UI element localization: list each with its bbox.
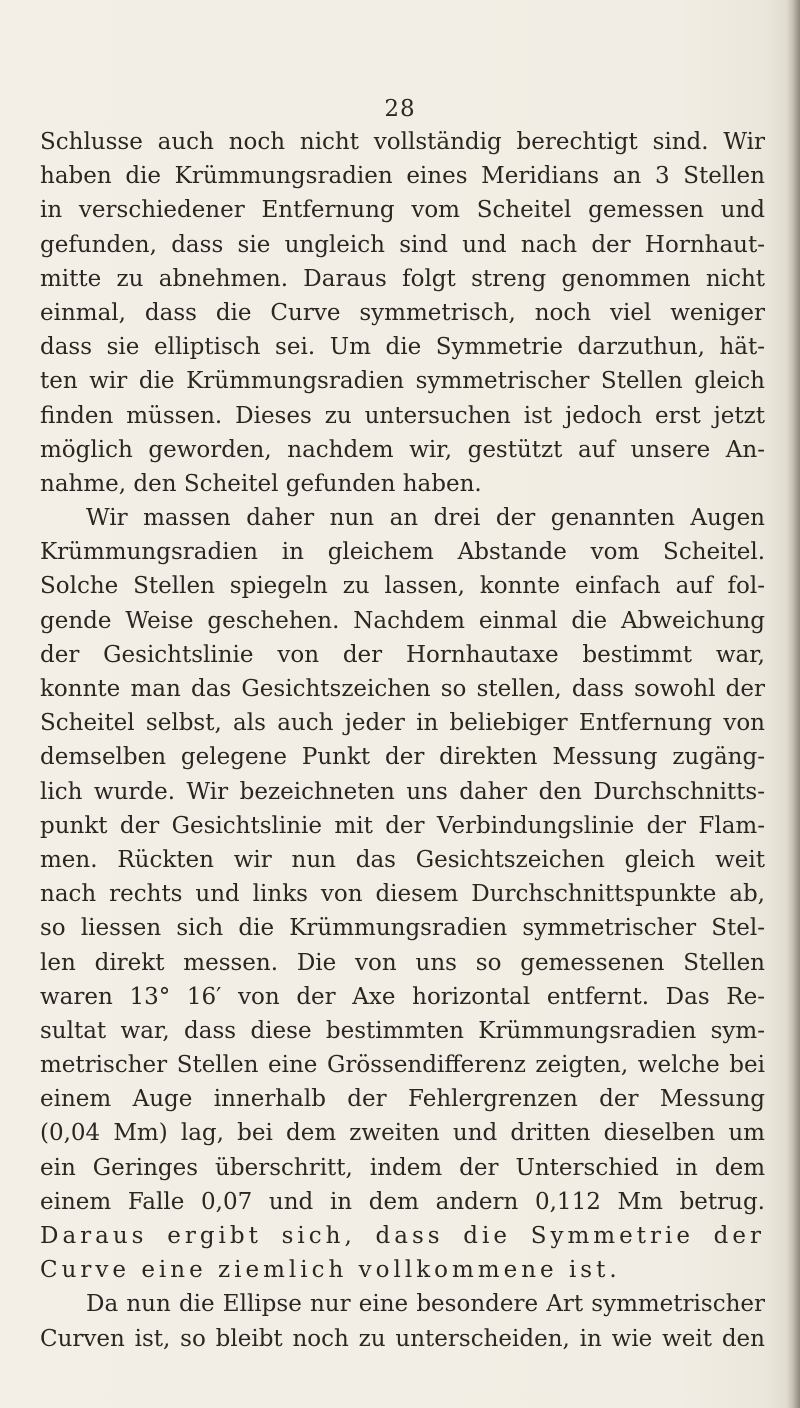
- text-line: haben die Krümmungsradien eines Meridians an 3 Stellen: [40, 163, 765, 190]
- paragraph-start-line: Wir massen daher nun an drei der genannten Augen: [86, 505, 765, 532]
- text-line: lich wurde. Wir bezeichneten uns daher den Durchschnitts-: [40, 778, 765, 805]
- text-line: waren 13° 16′ von der Axe horizontal entfernt. Das Re-: [40, 983, 765, 1010]
- text-line: ein Geringes überschritt, indem der Unterschied in dem: [40, 1154, 765, 1181]
- text-line: ten wir die Krümmungsradien symmetrischer Stellen gleich: [40, 368, 765, 395]
- text-line: einmal, dass die Curve symmetrisch, noch viel weniger: [40, 299, 765, 326]
- text-line: so liessen sich die Krümmungsradien symmetrischer Stel-: [40, 915, 765, 942]
- text-line: Schlusse auch noch nicht vollständig berechtigt sind. Wir: [40, 129, 765, 155]
- body-text: [40, 125, 765, 1356]
- text-line: men. Rückten wir nun das Gesichtszeichen gleich weit: [40, 846, 765, 873]
- text-line: mitte zu abnehmen. Daraus folgt streng genommen nicht: [40, 265, 765, 292]
- text-line: nach rechts und links von diesem Durchschnittspunkte ab,: [40, 881, 765, 908]
- page-number: 28: [384, 96, 416, 122]
- text-line: dass sie elliptisch sei. Um die Symmetrie darzuthun, hät-: [40, 334, 765, 361]
- text-line: der Gesichtslinie von der Hornhautaxe bestimmt war,: [40, 641, 765, 668]
- text-line: sultat war, dass diese bestimmten Krümmungsradien sym-: [40, 1017, 765, 1044]
- text-line: nahme, den Scheitel gefunden haben.: [40, 470, 482, 497]
- text-line: finden müssen. Dieses zu untersuchen ist jedoch erst jetzt: [40, 402, 765, 429]
- text-line: metrischer Stellen eine Grössendifferenz zeigten, welche bei: [40, 1052, 765, 1079]
- text-line: len direkt messen. Die von uns so gemessenen Stellen: [40, 949, 765, 976]
- paragraph-start-line: Da nun die Ellipse nur eine besondere Art symmetrischer: [86, 1291, 765, 1318]
- text-line: in verschiedener Entfernung vom Scheitel gemessen und: [40, 197, 765, 224]
- text-line: Scheitel selbst, als auch jeder in beliebiger Entfernung von: [40, 710, 765, 737]
- text-line: einem Falle 0,07 und in dem andern 0,112 Mm betrug.: [40, 1188, 765, 1215]
- page-edge-shadow: [786, 0, 800, 1408]
- text-line: punkt der Gesichtslinie mit der Verbindungslinie der Flam-: [40, 812, 765, 839]
- text-line: gende Weise geschehen. Nachdem einmal die Abweichung: [40, 607, 765, 634]
- text-line: gefunden, dass sie ungleich sind und nach der Hornhaut-: [40, 231, 765, 258]
- text-line: (0,04 Mm) lag, bei dem zweiten und dritten dieselben um: [40, 1120, 765, 1147]
- text-line: möglich geworden, nachdem wir, gestützt auf unsere An-: [40, 436, 765, 463]
- text-line: konnte man das Gesichtszeichen so stellen, dass sowohl der: [40, 676, 765, 702]
- text-line: Krümmungsradien in gleichem Abstande vom Scheitel.: [40, 539, 765, 566]
- emphasized-text-line: Daraus ergibt sich, dass die Symmetrie der: [40, 1223, 765, 1249]
- emphasized-text-line: Curve eine ziemlich vollkommene ist.: [40, 1257, 621, 1284]
- text-line: Curven ist, so bleibt noch zu unterscheiden, in wie weit den: [40, 1325, 765, 1352]
- text-line: einem Auge innerhalb der Fehlergrenzen der Messung: [40, 1086, 765, 1113]
- text-line: demselben gelegene Punkt der direkten Messung zugäng-: [40, 744, 765, 771]
- text-line: Solche Stellen spiegeln zu lassen, konnte einfach auf fol-: [40, 573, 765, 600]
